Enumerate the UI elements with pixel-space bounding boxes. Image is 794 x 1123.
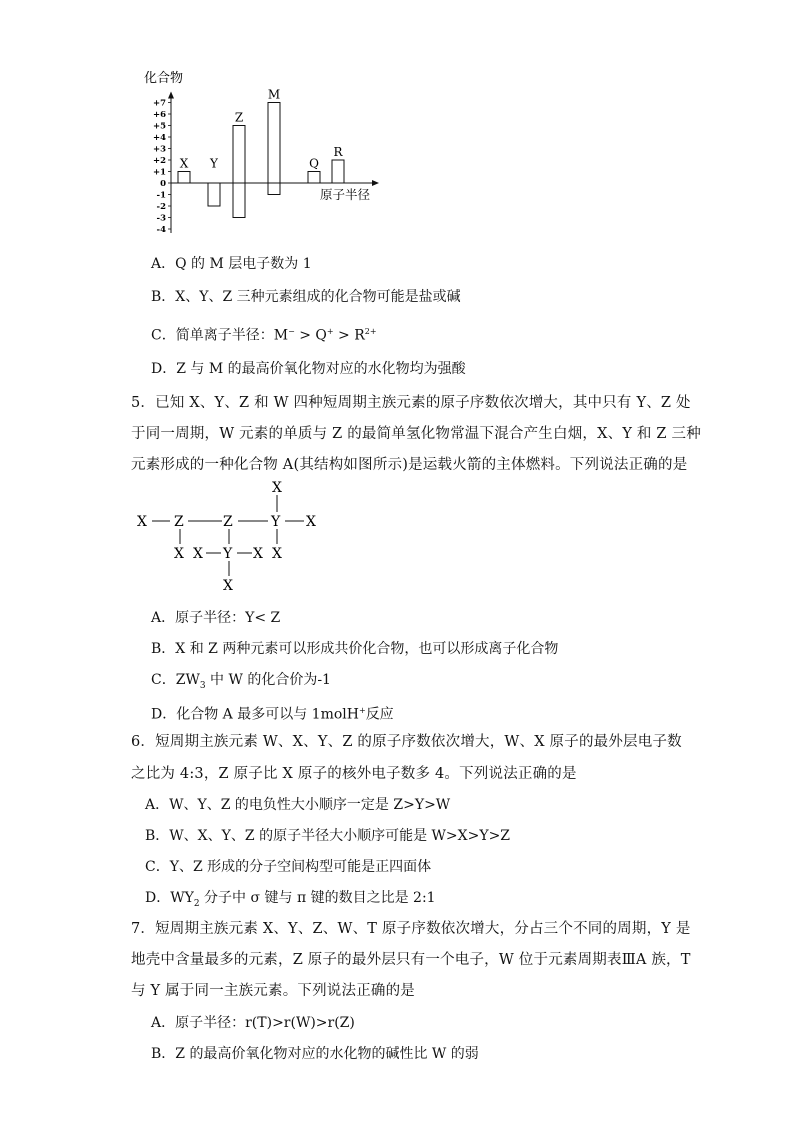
- q5-option-c[interactable]: [151, 670, 331, 696]
- q7-option-a[interactable]: A．原子半径：r(T)>r(W)>r(Z): [151, 1015, 355, 1031]
- atom-x-4: X: [174, 546, 184, 562]
- q6-option-c[interactable]: C．Y、Z 形成的分子空间构型可能是正四面体: [145, 859, 432, 875]
- bar-positive-m: [268, 103, 280, 184]
- y-axis-arrow: [168, 92, 174, 99]
- ion-m: M: [273, 327, 289, 344]
- q5-option-b[interactable]: B．X 和 Z 两种元素可以形成共价化合物，也可以形成离子化合物: [151, 641, 559, 657]
- q7-stem-line-3: 与 Y 属于同一主族元素。下列说法正确的是: [131, 983, 415, 999]
- atom-x-5: X: [193, 546, 203, 562]
- ion-r-charge: 2+: [364, 327, 377, 336]
- bar-positive-q: [308, 172, 320, 184]
- q5-stem-line-3: 元素形成的一种化合物 A(其结构如图所示)是运载火箭的主体燃料。下列说法正确的是: [131, 457, 688, 473]
- compound-a-structure: [134, 478, 334, 596]
- bar-label-r: R: [333, 145, 343, 159]
- bonds: [152, 495, 304, 576]
- y-tick-label: +2: [152, 156, 166, 166]
- q5-option-d-post: 反应: [365, 706, 394, 723]
- valence-chart: [138, 66, 398, 238]
- q5-option-c-pre: C．ZW: [151, 672, 200, 688]
- y-tick-label: +1: [152, 167, 166, 178]
- y-axis: [153, 92, 174, 236]
- atom-y-1: Y: [271, 514, 281, 530]
- q7-option-b[interactable]: B．Z 的最高价氧化物对应的水化物的碱性比 W 的弱: [151, 1046, 479, 1062]
- q4-option-a[interactable]: A．Q 的 M 层电子数为 1: [151, 256, 312, 272]
- y-tick-label: +3: [152, 144, 166, 155]
- atom-z-1: Z: [174, 514, 184, 530]
- gt-2: >: [333, 327, 355, 344]
- bar-positive-x: [178, 172, 190, 184]
- y-tick-label: -4: [156, 225, 166, 235]
- q6-option-b[interactable]: B．W、X、Y、Z 的原子半径大小顺序可能是 W>X>Y>Z: [145, 828, 511, 844]
- atom-x-8: X: [223, 578, 233, 594]
- q4-option-c-text: C．简单离子半径：: [151, 327, 274, 344]
- q6-option-a[interactable]: A．W、Y、Z 的电负性大小顺序一定是 Z>Y>W: [145, 797, 451, 813]
- q7-stem-line-1: 7．短周期主族元素 X、Y、Z、W、T 原子序数依次增大，分占三个不同的周期，Y 是: [131, 921, 691, 937]
- atom-z-2: Z: [223, 514, 233, 530]
- bar-label-m: M: [267, 87, 281, 102]
- q5-option-c-sub: 3: [199, 680, 206, 691]
- bar-label-q: Q: [309, 156, 319, 171]
- bar-negative-m: [268, 183, 280, 195]
- y-tick-label: 0: [160, 179, 166, 189]
- chart-ylabel: 化合物: [144, 71, 184, 86]
- gt-1: >: [294, 327, 316, 344]
- bar-negative-y: [208, 183, 220, 206]
- bar-positive-r: [332, 160, 344, 183]
- q5-option-a[interactable]: A．原子半径：Y< Z: [151, 610, 281, 626]
- q6-option-d[interactable]: [145, 888, 436, 914]
- q6-option-d-sub: 2: [193, 898, 200, 909]
- q7-stem-line-2: 地壳中含量最多的元素，Z 原子的最外层只有一个电子，W 位于元素周期表ⅢA 族，T: [131, 952, 691, 968]
- x-axis-arrow: [372, 180, 379, 186]
- atom-x-7: X: [272, 546, 282, 562]
- atom-x-6: X: [253, 546, 263, 562]
- bar-label-x: X: [179, 156, 189, 171]
- bar-label-z: Z: [234, 110, 244, 125]
- q5-option-d-sup: +: [358, 706, 366, 715]
- y-tick-label: -1: [156, 190, 166, 201]
- q6-option-d-post: 分子中 σ 键与 π 键的数目之比是 2:1: [199, 890, 436, 906]
- atom-x-3: X: [306, 514, 316, 530]
- q5-option-d-pre: D．化合物 A 最多可以与 1molH: [151, 706, 359, 723]
- y-tick-label: +5: [152, 121, 166, 132]
- y-tick-label: +6: [152, 110, 166, 120]
- q5-option-d[interactable]: [151, 701, 394, 725]
- q4-option-c[interactable]: [151, 322, 377, 346]
- q5-option-c-post: 中 W 的化合价为-1: [205, 672, 331, 688]
- y-tick-label: +7: [152, 98, 166, 109]
- y-tick-label: +4: [152, 133, 166, 143]
- bar-label-y: Y: [210, 156, 218, 171]
- q6-stem-line-2: 之比为 4:3，Z 原子比 X 原子的核外电子数多 4。下列说法正确的是: [131, 766, 577, 782]
- bar-negative-z: [233, 183, 245, 218]
- ion-q: Q: [315, 327, 327, 344]
- q4-option-b[interactable]: B．X、Y、Z 三种元素组成的化合物可能是盐或碱: [151, 289, 461, 305]
- atom-y-2: Y: [223, 546, 233, 562]
- q6-option-d-pre: D．WY: [145, 890, 194, 906]
- ion-q-charge: +: [326, 327, 334, 336]
- atom-x-1: X: [272, 480, 282, 496]
- bar-positive-z: [233, 126, 245, 184]
- ion-r: R: [354, 327, 365, 344]
- q5-stem-line-1: 5．已知 X、Y、Z 和 W 四种短周期主族元素的原子序数依次增大，其中只有 Y、Z 处: [131, 395, 691, 411]
- q4-option-d[interactable]: D．Z 与 M 的最高价氧化物对应的水化物均为强酸: [151, 361, 466, 377]
- atom-x-2: X: [137, 514, 147, 530]
- y-tick-label: -3: [156, 213, 166, 224]
- q5-stem-line-2: 于同一周期，W 元素的单质与 Z 的最简单氢化物常温下混合产生白烟，X、Y 和 Z 三种: [131, 426, 701, 442]
- ion-m-charge: −: [288, 327, 295, 336]
- q6-stem-line-1: 6．短周期主族元素 W、X、Y、Z 的原子序数依次增大，W、X 原子的最外层电子数: [131, 734, 682, 750]
- y-tick-label: -2: [156, 202, 166, 212]
- chart-xlabel: 原子半径: [320, 187, 371, 202]
